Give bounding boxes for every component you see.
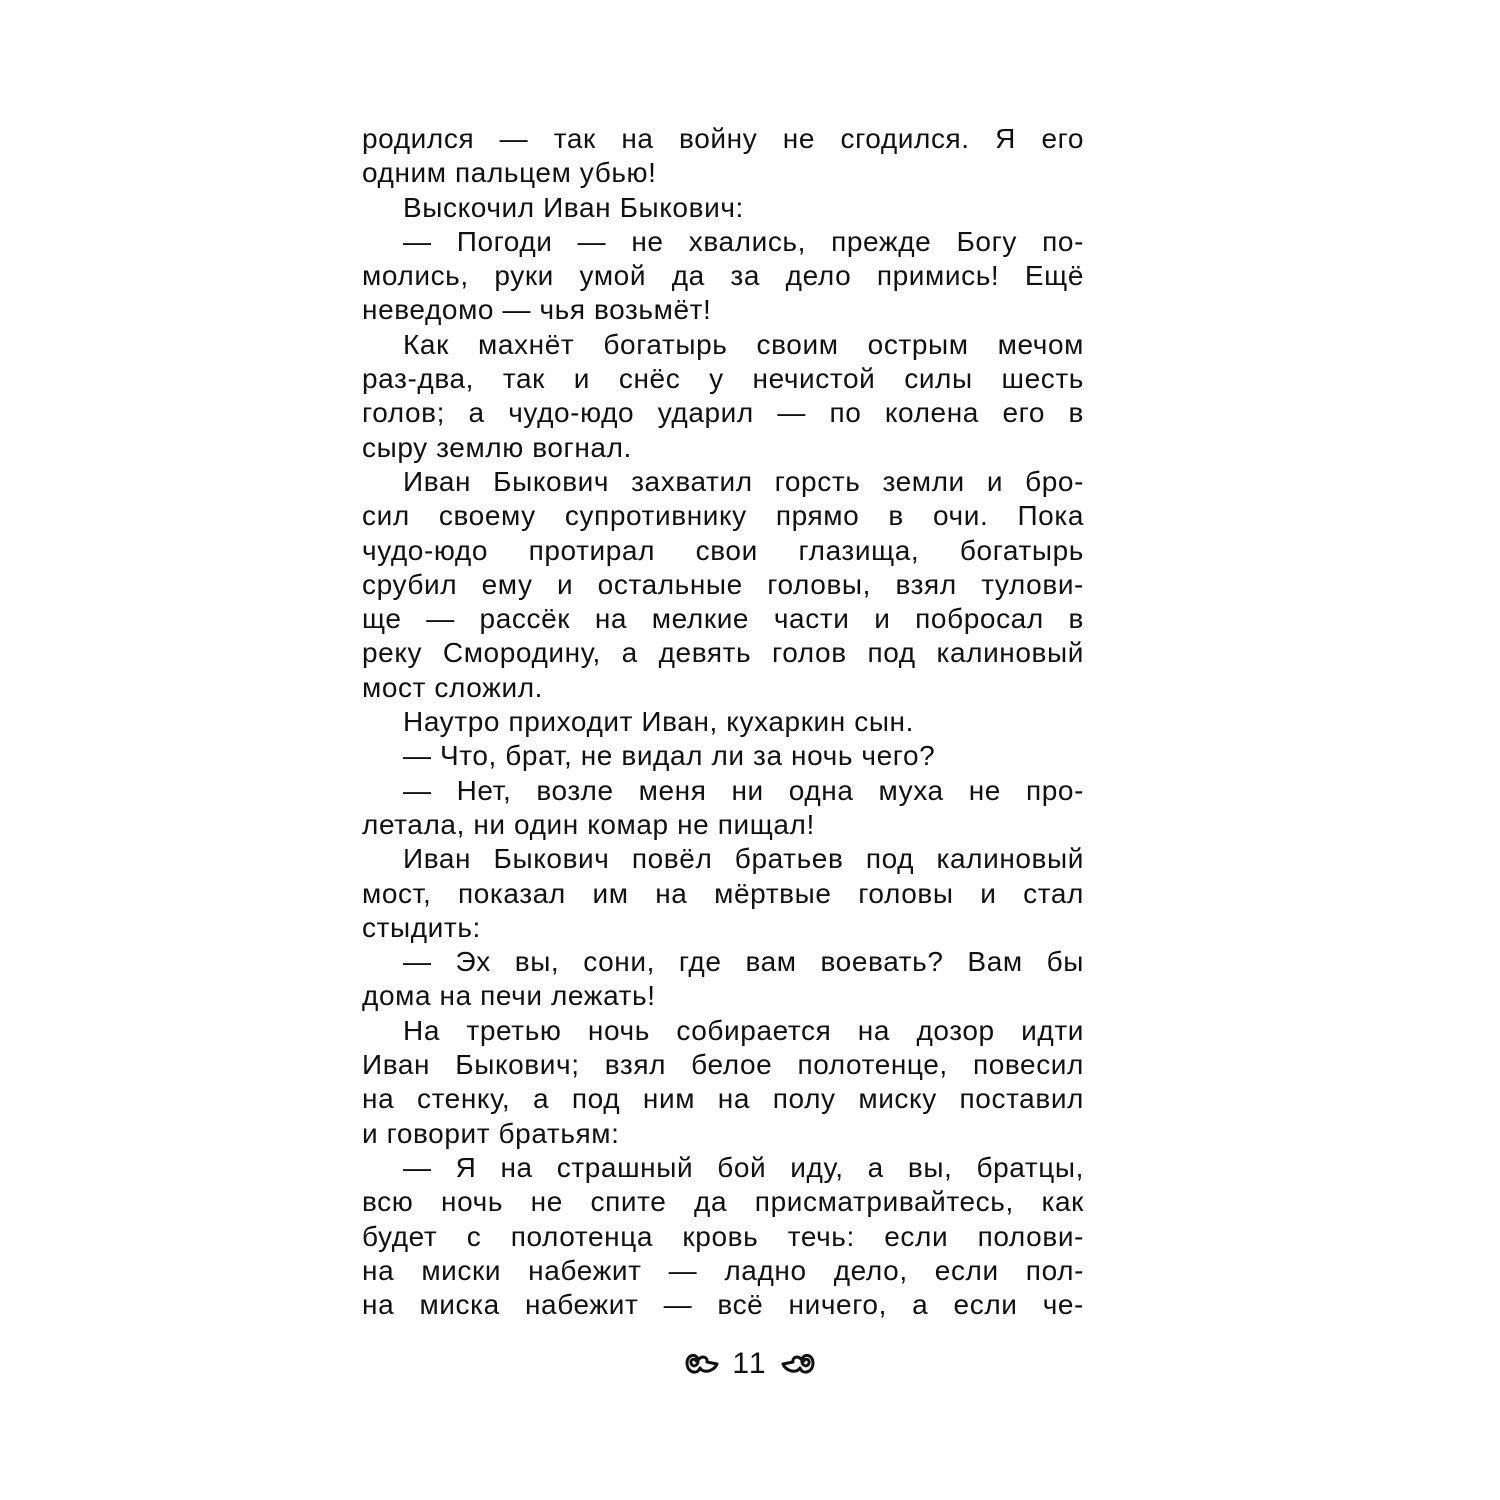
text-line: — Я на страшный бой иду, а вы, братцы, [403, 1151, 1084, 1183]
text-line: всю ночь не спите да присматривайтесь, как [362, 1186, 1084, 1218]
text-line: чудо-юдо протирал свои глазища, богатырь [362, 534, 1084, 566]
text-line: на миска набежит — всё ничего, а если че- [362, 1289, 1084, 1321]
text-line: — Эх вы, сони, где вам воевать? Вам бы [403, 946, 1084, 978]
right-swirl-ornament-icon [780, 1349, 816, 1379]
text-line: голов; а чудо-юдо ударил — по колена его в [362, 397, 1084, 429]
text-line: Иван Быкович захватил горсть земли и бро- [403, 465, 1084, 497]
text-line: Выскочил Иван Быкович: [403, 191, 744, 223]
text-line: родился — так на войну не сгодился. Я его [362, 123, 1084, 154]
text-line: Иван Быкович повёл братьев под калиновый [403, 843, 1084, 875]
text-line: мост, показал им на мёртвые головы и стал [362, 877, 1084, 909]
text-line: мост сложил. [362, 671, 544, 703]
text-line: дома на печи лежать! [362, 980, 656, 1012]
text-line: — Погоди — не хвались, прежде Богу по- [403, 225, 1084, 257]
text-line: и говорит братьям: [362, 1117, 620, 1149]
left-swirl-ornament-icon [684, 1349, 720, 1379]
text-line: сыру землю вогнал. [362, 431, 632, 463]
text-line: На третью ночь собирается на дозор идти [403, 1014, 1084, 1046]
text-line: Как махнёт богатырь своим острым мечом [403, 328, 1084, 360]
text-line: сил своему супротивнику прямо в очи. Пока [362, 500, 1084, 532]
text-line: на миски набежит — ладно дело, если пол- [362, 1254, 1084, 1286]
text-line: летала, ни один комар не пищал! [362, 808, 815, 840]
text-line: — Что, брат, не видал ли за ночь чего? [403, 740, 936, 772]
text-line: стыдить: [362, 911, 481, 943]
page-number: 11 [732, 1347, 768, 1380]
page-footer [0, 1344, 1500, 1384]
body-text [362, 122, 1084, 1322]
text-line: срубил ему и остальные головы, взял тулови- [362, 568, 1084, 600]
text-line: раз-два, так и снёс у нечистой силы шесть [362, 363, 1084, 395]
text-line: ще — рассёк на мелкие части и побросал в [362, 603, 1084, 635]
text-line: одним пальцем убью! [362, 157, 657, 189]
text-line: Наутро приходит Иван, кухаркин сын. [403, 706, 914, 738]
text-line: на стенку, а под ним на полу миску поставил [362, 1083, 1084, 1115]
text-line: Иван Быкович; взял белое полотенце, повесил [362, 1049, 1084, 1081]
text-line: реку Смородину, а девять голов под калиновый [362, 637, 1084, 669]
text-line: неведомо — чья возьмёт! [362, 294, 712, 326]
text-line: — Нет, возле меня ни одна муха не про- [403, 774, 1084, 806]
text-line: будет с полотенца кровь течь: если полови- [362, 1220, 1084, 1252]
text-line: молись, руки умой да за дело примись! Ещё [362, 260, 1084, 292]
